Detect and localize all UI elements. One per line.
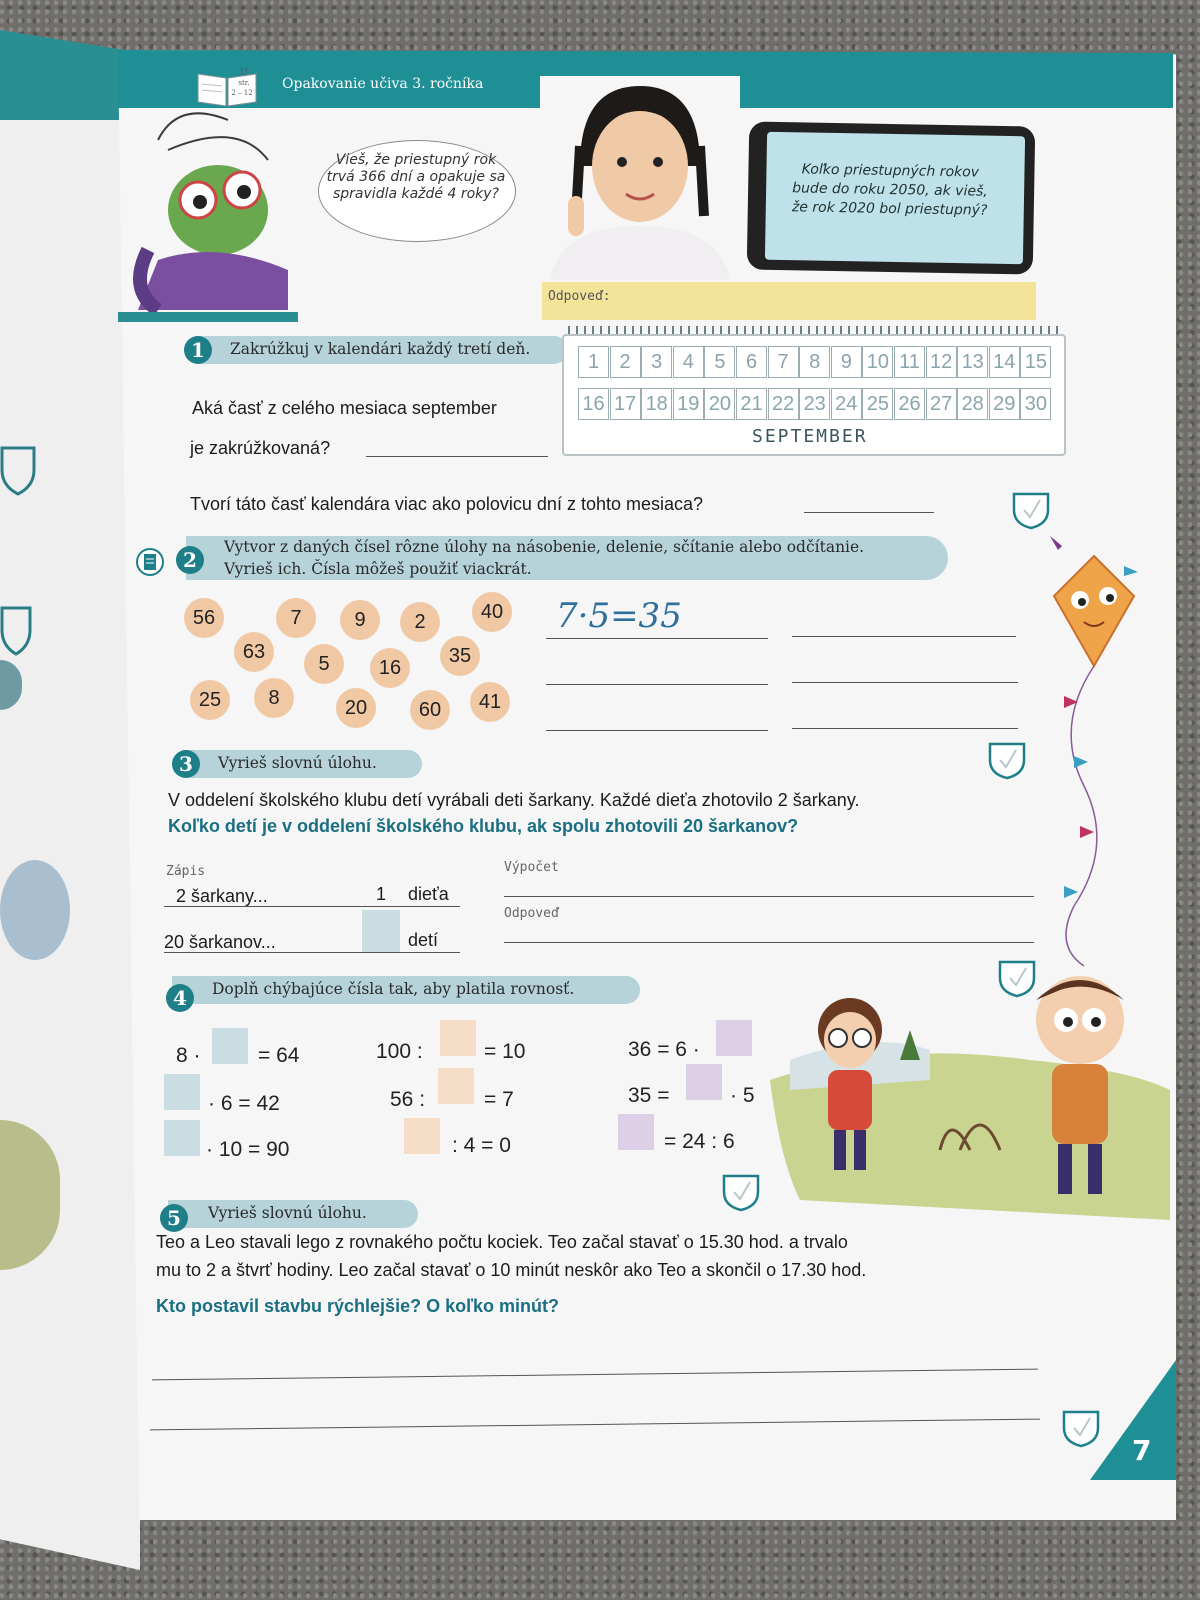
calendar-day[interactable]: 30 xyxy=(1020,388,1051,420)
answer-label: Odpoveď: xyxy=(548,289,611,304)
vypocet-label: Výpočet xyxy=(504,860,559,875)
task5-number: 5 xyxy=(160,1204,188,1232)
row1-num: 1 xyxy=(376,884,387,904)
blank-c1r3[interactable] xyxy=(164,1120,200,1156)
blank-c2r2[interactable] xyxy=(438,1068,474,1104)
calendar-day[interactable]: 1 xyxy=(578,346,609,378)
task3-question: Koľko detí je v oddelení školského klubu, ak spolu zhotovili 20 šarkanov? xyxy=(168,816,799,836)
vypocet-line[interactable] xyxy=(504,896,1034,897)
blank-c2r3[interactable] xyxy=(404,1118,440,1154)
handwritten-example: 7·5=35 xyxy=(556,596,682,636)
eq-c2r1-left: 100 : xyxy=(376,1040,423,1063)
task1-answer2-line[interactable] xyxy=(804,512,934,513)
odpoved-line[interactable] xyxy=(504,942,1034,943)
task5-line1: Teo a Leo stavali lego z rovnakého počtu kociek. Teo začal stavať o 15.30 hod. a trvalo xyxy=(156,1232,848,1252)
zapis-line-1 xyxy=(164,906,460,907)
girl-photo xyxy=(540,76,740,280)
task5-line2: mu to 2 a štvrť hodiny. Leo začal stavať o 10 minút neskôr ako Teo a skončil o 17.30 hod. xyxy=(156,1260,867,1280)
task4-number: 4 xyxy=(166,984,194,1012)
task2-line-2a[interactable] xyxy=(546,684,768,685)
task3-title: Vyrieš slovnú úlohu. xyxy=(218,754,377,772)
zapis-line-2 xyxy=(164,952,460,953)
task2-line1: Vytvor z daných čísel rôzne úlohy na násobenie, delenie, sčítanie alebo odčítanie. xyxy=(224,538,865,556)
task1-question1b: je zakrúžkovaná? xyxy=(190,438,331,458)
calendar-day[interactable]: 26 xyxy=(894,388,925,420)
blank-c3r1[interactable] xyxy=(716,1020,752,1056)
task2-line-3a[interactable] xyxy=(546,730,768,731)
eq-c1r1-left: 8 · xyxy=(176,1044,201,1067)
task3-number: 3 xyxy=(172,750,200,778)
book-ref-mid: str. xyxy=(238,79,250,87)
eq-c2r1-right: = 10 xyxy=(484,1040,526,1063)
row1-right: dieťa xyxy=(408,884,449,904)
header-title: Opakovanie učiva 3. ročníka xyxy=(282,76,484,92)
calendar-day[interactable]: 7 xyxy=(768,346,799,378)
calendar-day[interactable]: 11 xyxy=(894,346,925,378)
eq-c2r3: : 4 = 0 xyxy=(452,1134,511,1157)
left-cloud xyxy=(0,860,70,960)
calendar-day[interactable]: 23 xyxy=(799,388,830,420)
calendar-day[interactable]: 19 xyxy=(673,388,704,420)
task2-line2: Vyrieš ich. Čísla môžeš použiť viackrát. xyxy=(224,560,532,578)
calendar-day[interactable]: 18 xyxy=(641,388,672,420)
blank-c3r2[interactable] xyxy=(686,1064,722,1100)
number-disc: 20 xyxy=(336,688,376,728)
calendar-day[interactable]: 5 xyxy=(704,346,735,378)
row2-left: 20 šarkanov... xyxy=(164,932,276,952)
task5-title: Vyrieš slovnú úlohu. xyxy=(208,1204,367,1222)
blank-c3r3[interactable] xyxy=(618,1114,654,1150)
task2-number: 2 xyxy=(176,546,204,574)
row2-right: detí xyxy=(408,930,439,950)
phone-question: Koľko priestupných rokov bude do roku 2050, ak vieš, že rok 2020 bol priestupný? xyxy=(791,161,988,219)
task2-line-1a[interactable] xyxy=(546,638,768,639)
book-ref xyxy=(231,68,253,98)
task1-question1: Aká časť z celého mesiaca september xyxy=(192,398,497,418)
task5-question: Kto postavil stavbu rýchlejšie? O koľko minút? xyxy=(156,1296,560,1316)
number-disc: 7 xyxy=(276,598,316,638)
left-shield-icon xyxy=(0,440,40,500)
number-disc: 41 xyxy=(470,682,510,722)
zapis-label: Zápis xyxy=(166,864,206,879)
calendar-day[interactable]: 2 xyxy=(610,346,641,378)
number-disc: 25 xyxy=(190,680,230,720)
book-ref-bottom: 2 – 12 xyxy=(231,89,253,97)
left-shield-icon-2 xyxy=(0,600,40,660)
eq-c2r2-right: = 7 xyxy=(484,1088,514,1111)
number-disc: 9 xyxy=(340,600,380,640)
calendar-day[interactable]: 22 xyxy=(768,388,799,420)
blank-c2r1[interactable] xyxy=(440,1020,476,1056)
number-disc: 63 xyxy=(234,632,274,672)
number-disc: 16 xyxy=(370,648,410,688)
page-number: 7 xyxy=(1132,1434,1152,1467)
task2-line-3b[interactable] xyxy=(792,728,1018,729)
task1-title: Zakrúžkuj v kalendári každý tretí deň. xyxy=(230,340,531,358)
task1-check-shield-icon[interactable] xyxy=(1012,490,1050,530)
task2-line-1b[interactable] xyxy=(792,636,1016,637)
calendar-day[interactable]: 8 xyxy=(799,346,830,378)
calendar-day[interactable]: 27 xyxy=(926,388,957,420)
number-disc: 40 xyxy=(472,592,512,632)
calendar-day[interactable]: 6 xyxy=(736,346,767,378)
calendar-day[interactable]: 17 xyxy=(610,388,641,420)
eq-c3r3: = 24 : 6 xyxy=(664,1130,735,1153)
task5-check-shield-icon[interactable] xyxy=(1062,1408,1100,1448)
number-disc: 56 xyxy=(184,598,224,638)
calendar-day[interactable]: 4 xyxy=(673,346,704,378)
number-disc: 35 xyxy=(440,636,480,676)
book-ref-top: U xyxy=(240,68,248,78)
task1-answer1-line[interactable] xyxy=(366,456,548,457)
eq-c2r2-left: 56 : xyxy=(390,1088,426,1111)
calendar-day[interactable]: 9 xyxy=(831,346,862,378)
children-kite-illustration xyxy=(770,960,1170,1220)
task1-number: 1 xyxy=(184,336,212,364)
calendar-day[interactable]: 3 xyxy=(641,346,672,378)
task4b-check-shield-icon[interactable] xyxy=(722,1172,760,1212)
calendar-day[interactable]: 10 xyxy=(862,346,893,378)
eq-c3r1: 36 = 6 · xyxy=(628,1038,700,1061)
row1-left: 2 šarkany... xyxy=(176,886,268,906)
task3-check-shield-icon[interactable] xyxy=(988,740,1026,780)
row2-blank-box[interactable] xyxy=(362,910,400,952)
eq-c1r3: · 10 = 90 xyxy=(206,1138,290,1161)
calendar-day[interactable]: 20 xyxy=(704,388,735,420)
blank-c1r1[interactable] xyxy=(212,1028,248,1064)
grasshopper-mascot xyxy=(118,100,318,330)
calendar-day[interactable]: 25 xyxy=(862,388,893,420)
calendar-day[interactable]: 15 xyxy=(1020,346,1051,378)
number-disc: 8 xyxy=(254,678,294,718)
calendar-day[interactable]: 28 xyxy=(957,388,988,420)
calendar-day[interactable]: 16 xyxy=(578,388,609,420)
kite-illustration xyxy=(1014,526,1174,976)
calendar-day[interactable]: 29 xyxy=(989,388,1020,420)
notebook-icon xyxy=(136,548,164,576)
calendar-month: SEPTEMBER xyxy=(752,426,868,447)
number-disc: 5 xyxy=(304,644,344,684)
eq-c1r2: · 6 = 42 xyxy=(208,1092,280,1115)
task1-question2: Tvorí táto časť kalendára viac ako polovicu dní z tohto mesiaca? xyxy=(190,494,704,514)
calendar-day[interactable]: 24 xyxy=(831,388,862,420)
task4-title: Doplň chýbajúce čísla tak, aby platila rovnosť. xyxy=(212,980,575,998)
blank-c1r2[interactable] xyxy=(164,1074,200,1110)
eq-c1r1-right: = 64 xyxy=(258,1044,300,1067)
eq-c3r2-left: 35 = xyxy=(628,1084,670,1107)
calendar-day[interactable]: 12 xyxy=(926,346,957,378)
speech-bubble-text: Vieš, že priestupný rok trvá 366 dní a opakuje sa spravidla každé 4 roky? xyxy=(326,152,506,202)
calendar-day[interactable]: 21 xyxy=(736,388,767,420)
task2-line-2b[interactable] xyxy=(792,682,1018,683)
odpoved-label: Odpoveď xyxy=(504,906,559,921)
number-disc: 2 xyxy=(400,602,440,642)
calendar-day[interactable]: 14 xyxy=(989,346,1020,378)
answer-field[interactable] xyxy=(542,282,1036,320)
task3-text: V oddelení školského klubu detí vyrábali deti šarkany. Každé dieťa zhotovilo 2 šarkany. xyxy=(168,790,860,810)
calendar-day[interactable]: 13 xyxy=(957,346,988,378)
number-disc: 60 xyxy=(410,690,450,730)
eq-c3r2-right: · 5 xyxy=(730,1084,755,1107)
